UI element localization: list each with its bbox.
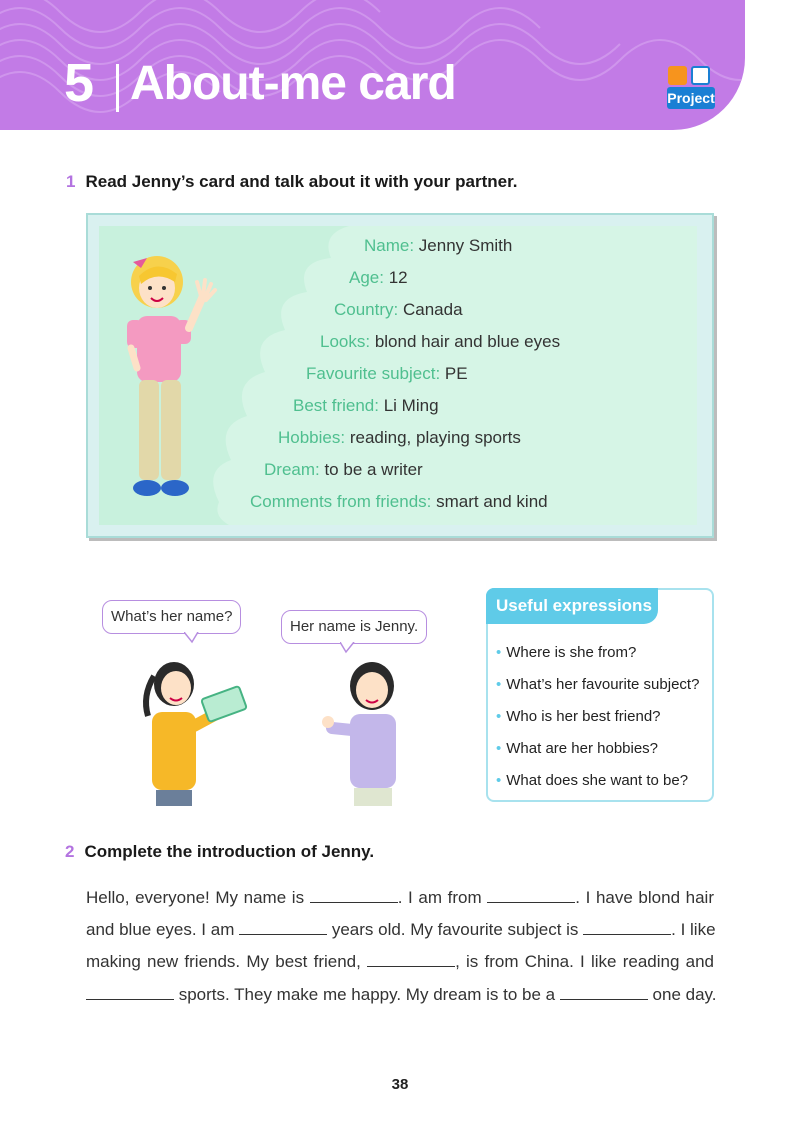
blank-field-subject[interactable] bbox=[583, 920, 671, 935]
expression-text: Who is her best friend? bbox=[506, 708, 661, 725]
card-value: Jenny Smith bbox=[414, 236, 513, 255]
text-segment: and blue eyes. I am bbox=[86, 920, 240, 939]
section-1-number: 1 bbox=[66, 172, 76, 191]
card-label: Looks: bbox=[320, 332, 371, 351]
card-value: blond hair and blue eyes bbox=[370, 332, 561, 351]
orange-square-icon bbox=[668, 66, 687, 85]
expression-item bbox=[496, 740, 658, 757]
card-value: Li Ming bbox=[379, 396, 439, 415]
text-segment: sports. They make me happy. My dream is to be a bbox=[174, 985, 560, 1004]
text-segment: one day. bbox=[647, 985, 717, 1004]
section-2-number: 2 bbox=[65, 842, 75, 861]
bullet-icon: • bbox=[496, 740, 502, 757]
text-segment: , is from China. I like reading and bbox=[455, 952, 714, 971]
page-title: About-me card bbox=[130, 57, 456, 110]
section-2-instruction: Complete the introduction of Jenny. bbox=[84, 842, 375, 861]
bullet-icon: • bbox=[496, 772, 502, 789]
bullet-icon: • bbox=[496, 708, 502, 725]
card-row-dream bbox=[264, 460, 423, 480]
bullet-icon: • bbox=[496, 644, 502, 661]
paragraph-line-3 bbox=[86, 952, 714, 972]
expression-item bbox=[496, 772, 688, 789]
blank-field-hobby[interactable] bbox=[86, 985, 174, 1000]
text-segment: . I have blond hair bbox=[575, 888, 714, 907]
card-row-hobbies bbox=[278, 428, 521, 448]
section-2-title bbox=[65, 842, 374, 862]
blue-square-icon bbox=[691, 66, 710, 85]
blank-field-name[interactable] bbox=[310, 888, 398, 903]
girl-with-card-illustration bbox=[134, 656, 254, 806]
card-label: Favourite subject: bbox=[306, 364, 441, 383]
card-label: Comments from friends: bbox=[250, 492, 432, 511]
expression-text: What does she want to be? bbox=[506, 772, 689, 789]
title-divider bbox=[116, 64, 119, 112]
speech-bubble-answer: Her name is Jenny. bbox=[281, 610, 427, 644]
blank-field-friend[interactable] bbox=[367, 952, 455, 967]
text-segment: years old. My favourite subject is bbox=[327, 920, 584, 939]
card-row-age bbox=[349, 268, 408, 288]
page-number: 38 bbox=[391, 1076, 409, 1093]
text-segment: Hello, everyone! My name is bbox=[86, 888, 310, 907]
useful-expressions-title: Useful expressions bbox=[486, 588, 658, 624]
card-value: smart and kind bbox=[431, 492, 548, 511]
text-segment: . I like bbox=[671, 920, 716, 939]
card-row-comments bbox=[250, 492, 548, 512]
card-row-subject bbox=[306, 364, 468, 384]
card-row-country bbox=[334, 300, 463, 320]
card-value: 12 bbox=[383, 268, 408, 287]
project-badge bbox=[667, 64, 715, 110]
card-label: Dream: bbox=[264, 460, 320, 479]
card-value: Canada bbox=[398, 300, 463, 319]
bubble-tail bbox=[184, 632, 200, 644]
card-row-best-friend bbox=[293, 396, 439, 416]
card-value: PE bbox=[440, 364, 468, 383]
card-value: to be a writer bbox=[319, 460, 423, 479]
expression-item bbox=[496, 644, 636, 661]
unit-number: 5 bbox=[64, 53, 95, 113]
blank-field-age[interactable] bbox=[239, 920, 327, 935]
card-row-looks bbox=[320, 332, 560, 352]
speech-bubble-question: What’s her name? bbox=[102, 600, 241, 634]
expression-text: What are her hobbies? bbox=[506, 740, 659, 757]
bubble-tail bbox=[340, 642, 356, 654]
girl-pointing-illustration bbox=[318, 656, 428, 806]
blank-field-country[interactable] bbox=[487, 888, 575, 903]
card-label: Hobbies: bbox=[278, 428, 346, 447]
section-1-instruction: Read Jenny’s card and talk about it with your partner. bbox=[85, 172, 518, 191]
card-value: reading, playing sports bbox=[345, 428, 521, 447]
useful-expressions-box bbox=[486, 588, 714, 802]
paragraph-line-4 bbox=[86, 985, 717, 1005]
about-me-card bbox=[99, 226, 697, 525]
expression-item bbox=[496, 676, 699, 693]
card-row-name bbox=[364, 236, 512, 256]
expression-text: Where is she from? bbox=[506, 644, 637, 661]
paragraph-line-2 bbox=[86, 920, 714, 940]
blank-field-dream[interactable] bbox=[560, 985, 648, 1000]
card-label: Best friend: bbox=[293, 396, 379, 415]
project-badge-label: Project bbox=[667, 87, 715, 109]
bullet-icon: • bbox=[496, 676, 502, 693]
jenny-illustration bbox=[113, 252, 223, 512]
card-label: Name: bbox=[364, 236, 415, 255]
text-segment: . I am from bbox=[397, 888, 488, 907]
section-1-title bbox=[66, 172, 518, 192]
card-label: Age: bbox=[349, 268, 384, 287]
expression-text: What’s her favourite subject? bbox=[506, 676, 700, 693]
card-label: Country: bbox=[334, 300, 399, 319]
paragraph-line-1 bbox=[86, 888, 714, 908]
unit-header bbox=[0, 0, 745, 130]
expression-item bbox=[496, 708, 661, 725]
text-segment: making new friends. My best friend, bbox=[86, 952, 368, 971]
